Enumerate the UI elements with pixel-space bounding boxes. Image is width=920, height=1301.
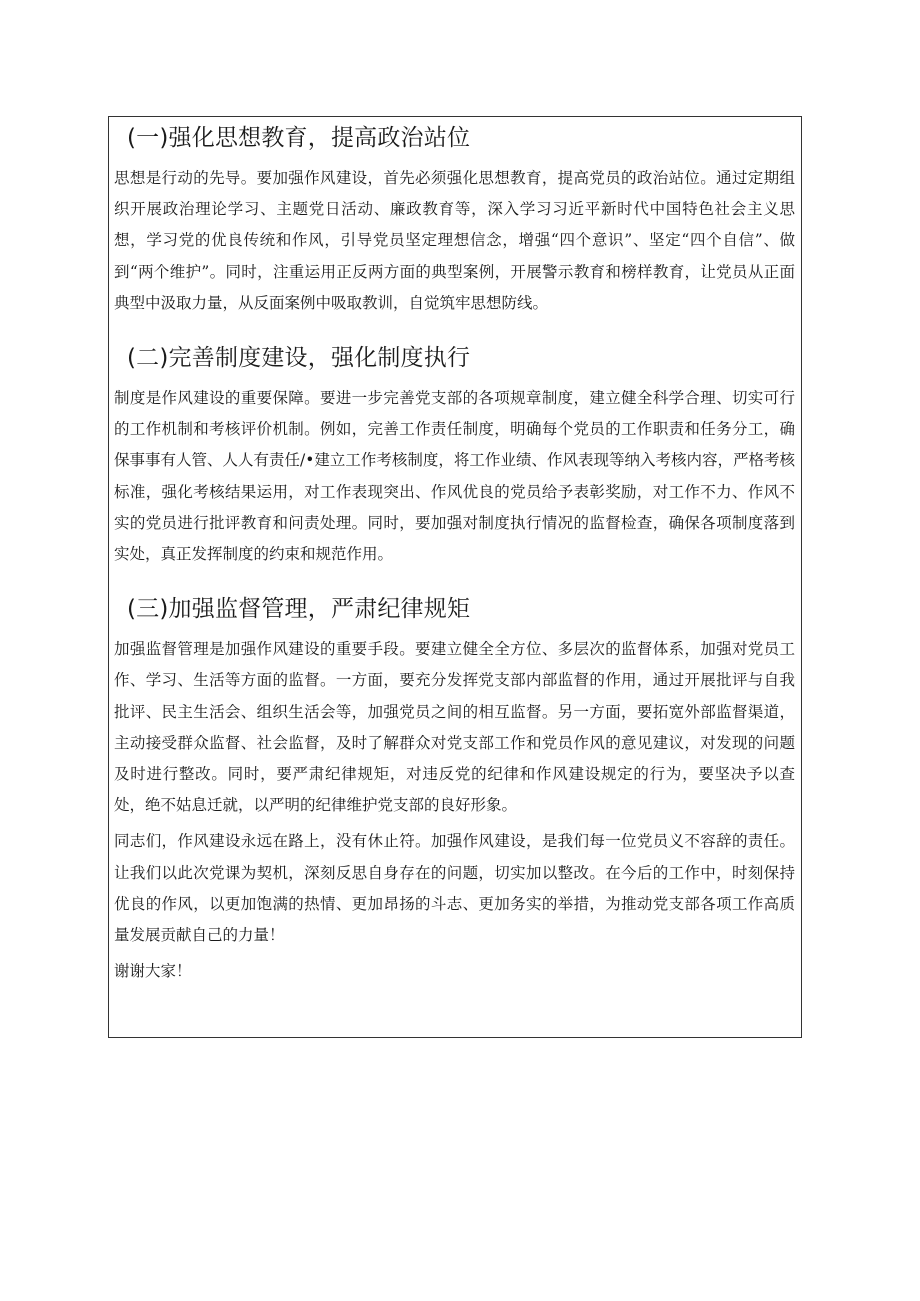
section-2 bbox=[114, 341, 795, 570]
section-heading: (一)强化思想教育，提高政治站位 bbox=[127, 125, 471, 151]
closing-paragraph: 同志们，作风建设永远在路上，没有休止符。加强作风建设，是我们每一位党员义不容辞的责任。让我们以此次党课为契机，深刻反思自身存在的问题，切实加以整改。在今后的工作中，时刻保持优良的作风，以更加饱满的热情、更加昂扬的斗志、更加务实的举措，为推动党支部各项工作高质量发展贡献自己的力量！ bbox=[114, 832, 795, 945]
thanks-line: 谢谢大家！ bbox=[114, 962, 192, 981]
section-heading: (二)完善制度建设，强化制度执行 bbox=[127, 345, 471, 372]
section-body: 思想是行动的先导。要加强作风建设，首先必须强化思想教育，提高党员的政治站位。通过定期组织开展政治理论学习、主题党日活动、廉政教育等，深入学习习近平新时代中国特色社会主义思想，学习党的优良传统和作风，引导党员坚定理想信念，增强“四个意识”、坚定“四个自信”、做到“两个维护”。同时，注重运用正反两方面的典型案例，开展警示教育和榜样教育，让党员从正面典型中汲取力量，从反面案例中吸取教训，自觉筑牢思想防线。 bbox=[114, 169, 795, 312]
document-page bbox=[108, 116, 802, 1038]
section-1 bbox=[114, 121, 795, 319]
section-body: 制度是作风建设的重要保障。要进一步完善党支部的各项规章制度，建立健全科学合理、切实可行的工作机制和考核评价机制。例如，完善工作责任制度，明确每个党员的工作职责和任务分工，确保事事有人管、人人有责任/•建立工作考核制度，将工作业绩、作风表现等纳入考核内容，严格考核标准，强化考核结果运用，对工作表现突出、作风优良的党员给予表彰奖励，对工作不力、作风不实的党员进行批评教育和问责处理。同时，要加强对制度执行情况的监督检查，确保各项制度落到实处，真正发挥制度的约束和规范作用。 bbox=[114, 389, 795, 564]
section-heading: (三)加强监督管理，严肃纪律规矩 bbox=[127, 596, 471, 623]
section-3 bbox=[114, 592, 795, 821]
spacer bbox=[114, 570, 795, 592]
spacer bbox=[114, 319, 795, 341]
section-body: 加强监督管理是加强作风建设的重要手段。要建立健全全方位、多层次的监督体系，加强对党员工作、学习、生活等方面的监督。一方面，要充分发挥党支部内部监督的作用，通过开展批评与自我批评、民主生活会、组织生活会等，加强党员之间的相互监督。另一方面，要拓宽外部监督渠道，主动接受群众监督、社会监督，及时了解群众对党支部工作和党员作风的意见建议，对发现的问题及时进行整改。同时，要严肃纪律规矩，对违反党的纪律和作风建设规定的行为，要坚决予以查处，绝不姑息迁就，以严明的纪律维护党支部的良好形象。 bbox=[114, 640, 795, 815]
